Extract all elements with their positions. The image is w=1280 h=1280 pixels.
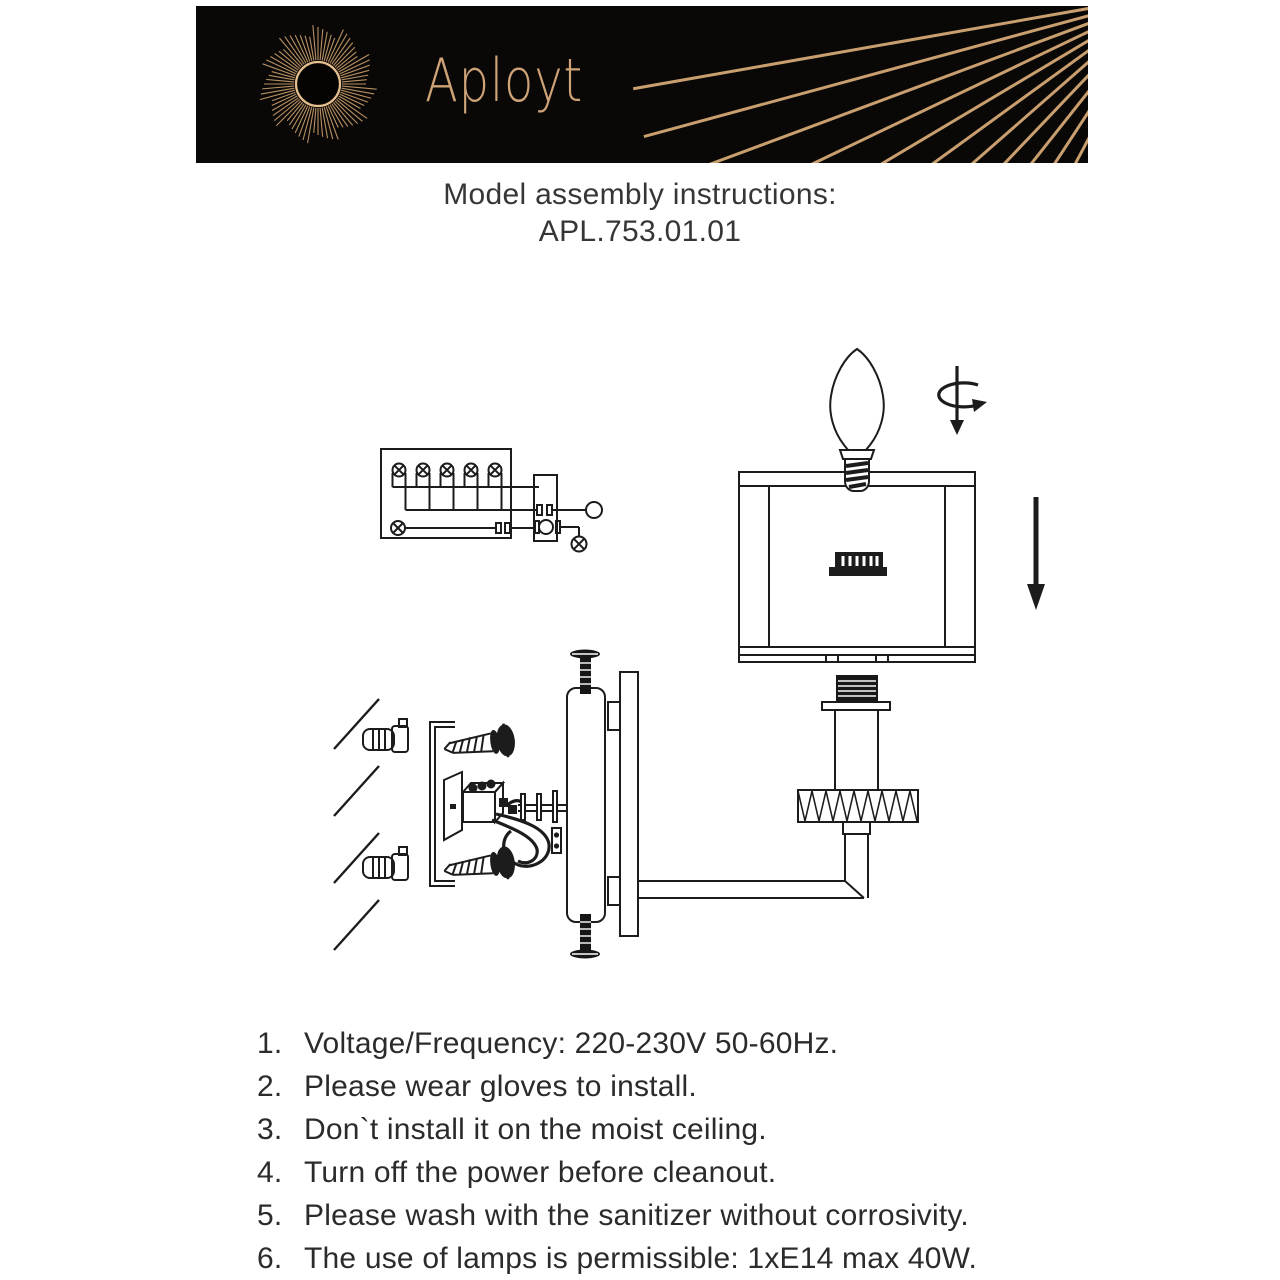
item-number: 6. [257, 1242, 283, 1275]
wall-anchor [363, 719, 408, 752]
bulb-icon [830, 349, 884, 491]
lamp-shade-diagram [739, 472, 975, 662]
item-number: 2. [257, 1070, 283, 1103]
wall-anchor [363, 847, 408, 880]
rotation-arrow-icon [939, 366, 987, 435]
model-number: APL.753.01.01 [538, 215, 742, 248]
brand-wordmark: Aployt [425, 46, 584, 116]
item-number: 1. [257, 1027, 283, 1060]
down-arrow-icon [1027, 497, 1045, 610]
item-text: Please wear gloves to install. [304, 1070, 697, 1103]
backplate-tab [608, 702, 620, 730]
item-text: Please wash with the sanitizer without corrosivity. [304, 1199, 969, 1232]
item-text: The use of lamps is permissible: 1xE14 max 40W. [304, 1242, 978, 1275]
item-number: 4. [257, 1156, 283, 1189]
list-item [240, 1108, 977, 1151]
wall-mount-exploded-diagram [334, 650, 638, 959]
item-text: Don`t install it on the moist ceiling. [304, 1113, 767, 1146]
plate-screw [570, 914, 600, 959]
mounting-plate [567, 688, 605, 922]
backplate [620, 672, 638, 936]
list-item [240, 1065, 977, 1108]
list-item [240, 1237, 977, 1280]
terminal-block-assembly [444, 772, 516, 840]
arm-socket-diagram [638, 676, 918, 898]
list-item [240, 1194, 977, 1237]
instruction-list [240, 1022, 977, 1280]
socket-silhouette [830, 553, 886, 575]
list-item [240, 1151, 977, 1194]
page-title: Model assembly instructions: [443, 178, 837, 211]
item-text: Voltage/Frequency: 220-230V 50-60Hz. [304, 1027, 839, 1060]
item-number: 3. [257, 1113, 283, 1146]
item-text: Turn off the power before cleanout. [304, 1156, 777, 1189]
item-number: 5. [257, 1199, 283, 1232]
mounting-screw [442, 722, 516, 765]
list-item [240, 1022, 977, 1065]
backplate-tab [608, 877, 620, 905]
wiring-diagram [381, 449, 602, 552]
